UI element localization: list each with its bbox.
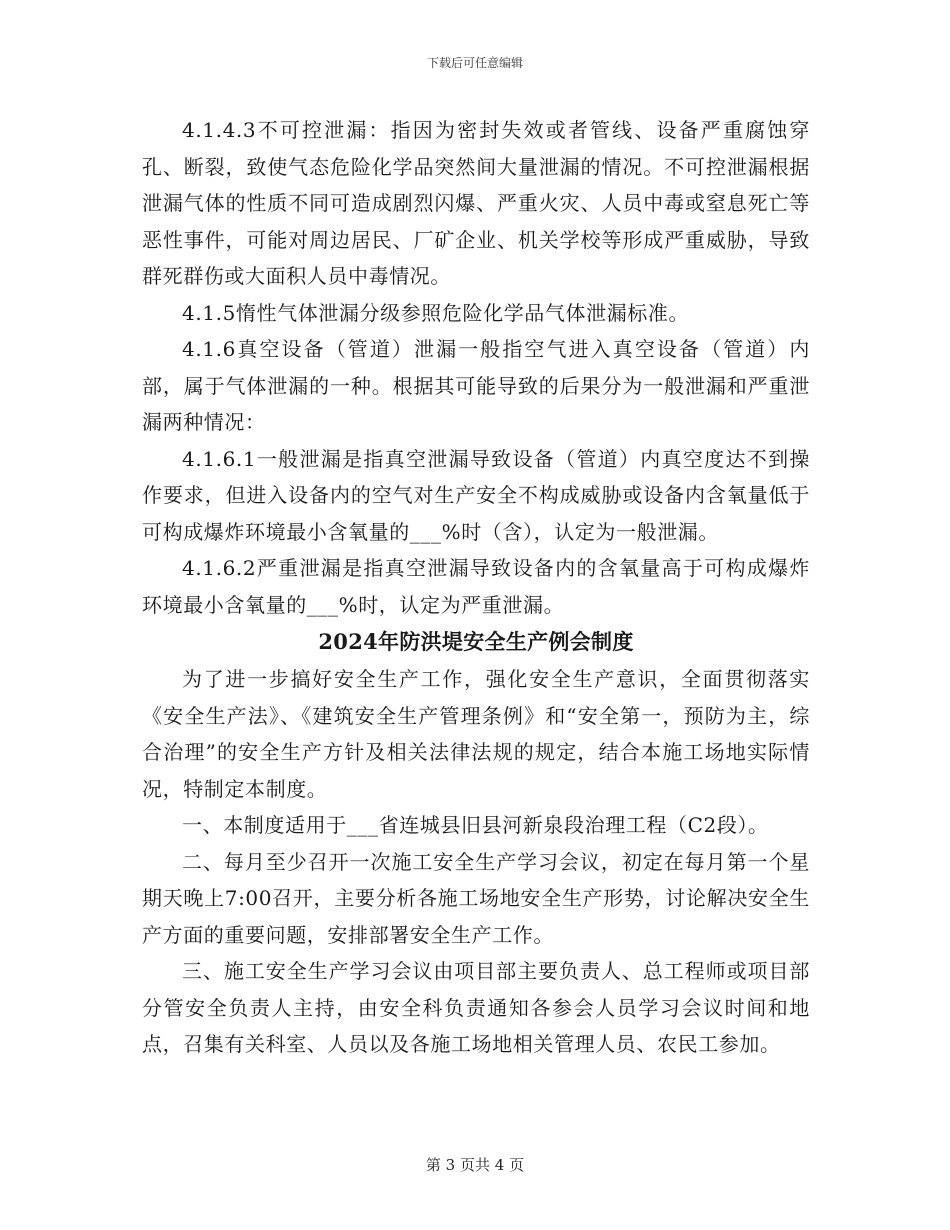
paragraph-item-2: 二、每月至少召开一次施工安全生产学习会议，初定在每月第一个星期天晚上7:00召开，主要分析各施工场地安全生产形势，讨论解决安全生产方面的重要问题，安排部署安全生产工作。 bbox=[142, 849, 810, 947]
section-title: 2024年防洪堤安全生产例会制度 bbox=[318, 629, 634, 654]
page-header: 下载后可任意编辑 bbox=[426, 56, 523, 70]
page-footer: 第 3 页共 4 页 bbox=[425, 1156, 525, 1174]
paragraph-intro: 为了进一步搞好安全生产工作，强化安全生产意识，全面贯彻落实《安全生产法》、《建筑安全生产管理条例》和“安全第一，预防为主，综合治理”的安全生产方针及相关法律法规的规定，结合本施工场地实际情况，特制定本制度。 bbox=[142, 667, 810, 801]
paragraph-4-1-4-3: 4.1.4.3不可控泄漏：指因为密封失效或者管线、设备严重腐蚀穿孔、断裂，致使气态危险化学品突然间大量泄漏的情况。不可控泄漏根据泄漏气体的性质不同可造成剧烈闪爆、严重火灾、人员中毒或窒息死亡等恶性事件，可能对周边居民、厂矿企业、机关学校等形成严重威胁，导致群死群伤或大面积人员中毒情况。 bbox=[142, 118, 810, 288]
document-body bbox=[142, 112, 810, 1063]
paragraph-4-1-6-1: 4.1.6.1一般泄漏是指真空泄漏导致设备（管道）内真空度达不到操作要求，但进入设备内的空气对生产安全不构成威胁或设备内含氧量低于可构成爆炸环境最小含氧量的___%时（含），认定为一般泄漏。 bbox=[142, 446, 810, 544]
paragraph-4-1-6: 4.1.6真空设备（管道）泄漏一般指空气进入真空设备（管道）内部，属于气体泄漏的一种。根据其可能导致的后果分为一般泄漏和严重泄漏两种情况： bbox=[142, 337, 810, 434]
paragraph-item-1: 一、本制度适用于___省连城县旧县河新泉段治理工程（C2段）。 bbox=[182, 813, 769, 837]
paragraph-4-1-6-2: 4.1.6.2严重泄漏是指真空泄漏导致设备内的含氧量高于可构成爆炸环境最小含氧量的___%时，认定为严重泄漏。 bbox=[142, 556, 810, 617]
paragraph-4-1-5: 4.1.5惰性气体泄漏分级参照危险化学品气体泄漏标准。 bbox=[182, 300, 690, 325]
paragraph-item-3: 三、施工安全生产学习会议由项目部主要负责人、总工程师或项目部分管安全负责人主持，由安全科负责通知各参会人员学习会议时间和地点，召集有关科室、人员以及各施工场地相关管理人员、农民工参加。 bbox=[142, 959, 810, 1056]
